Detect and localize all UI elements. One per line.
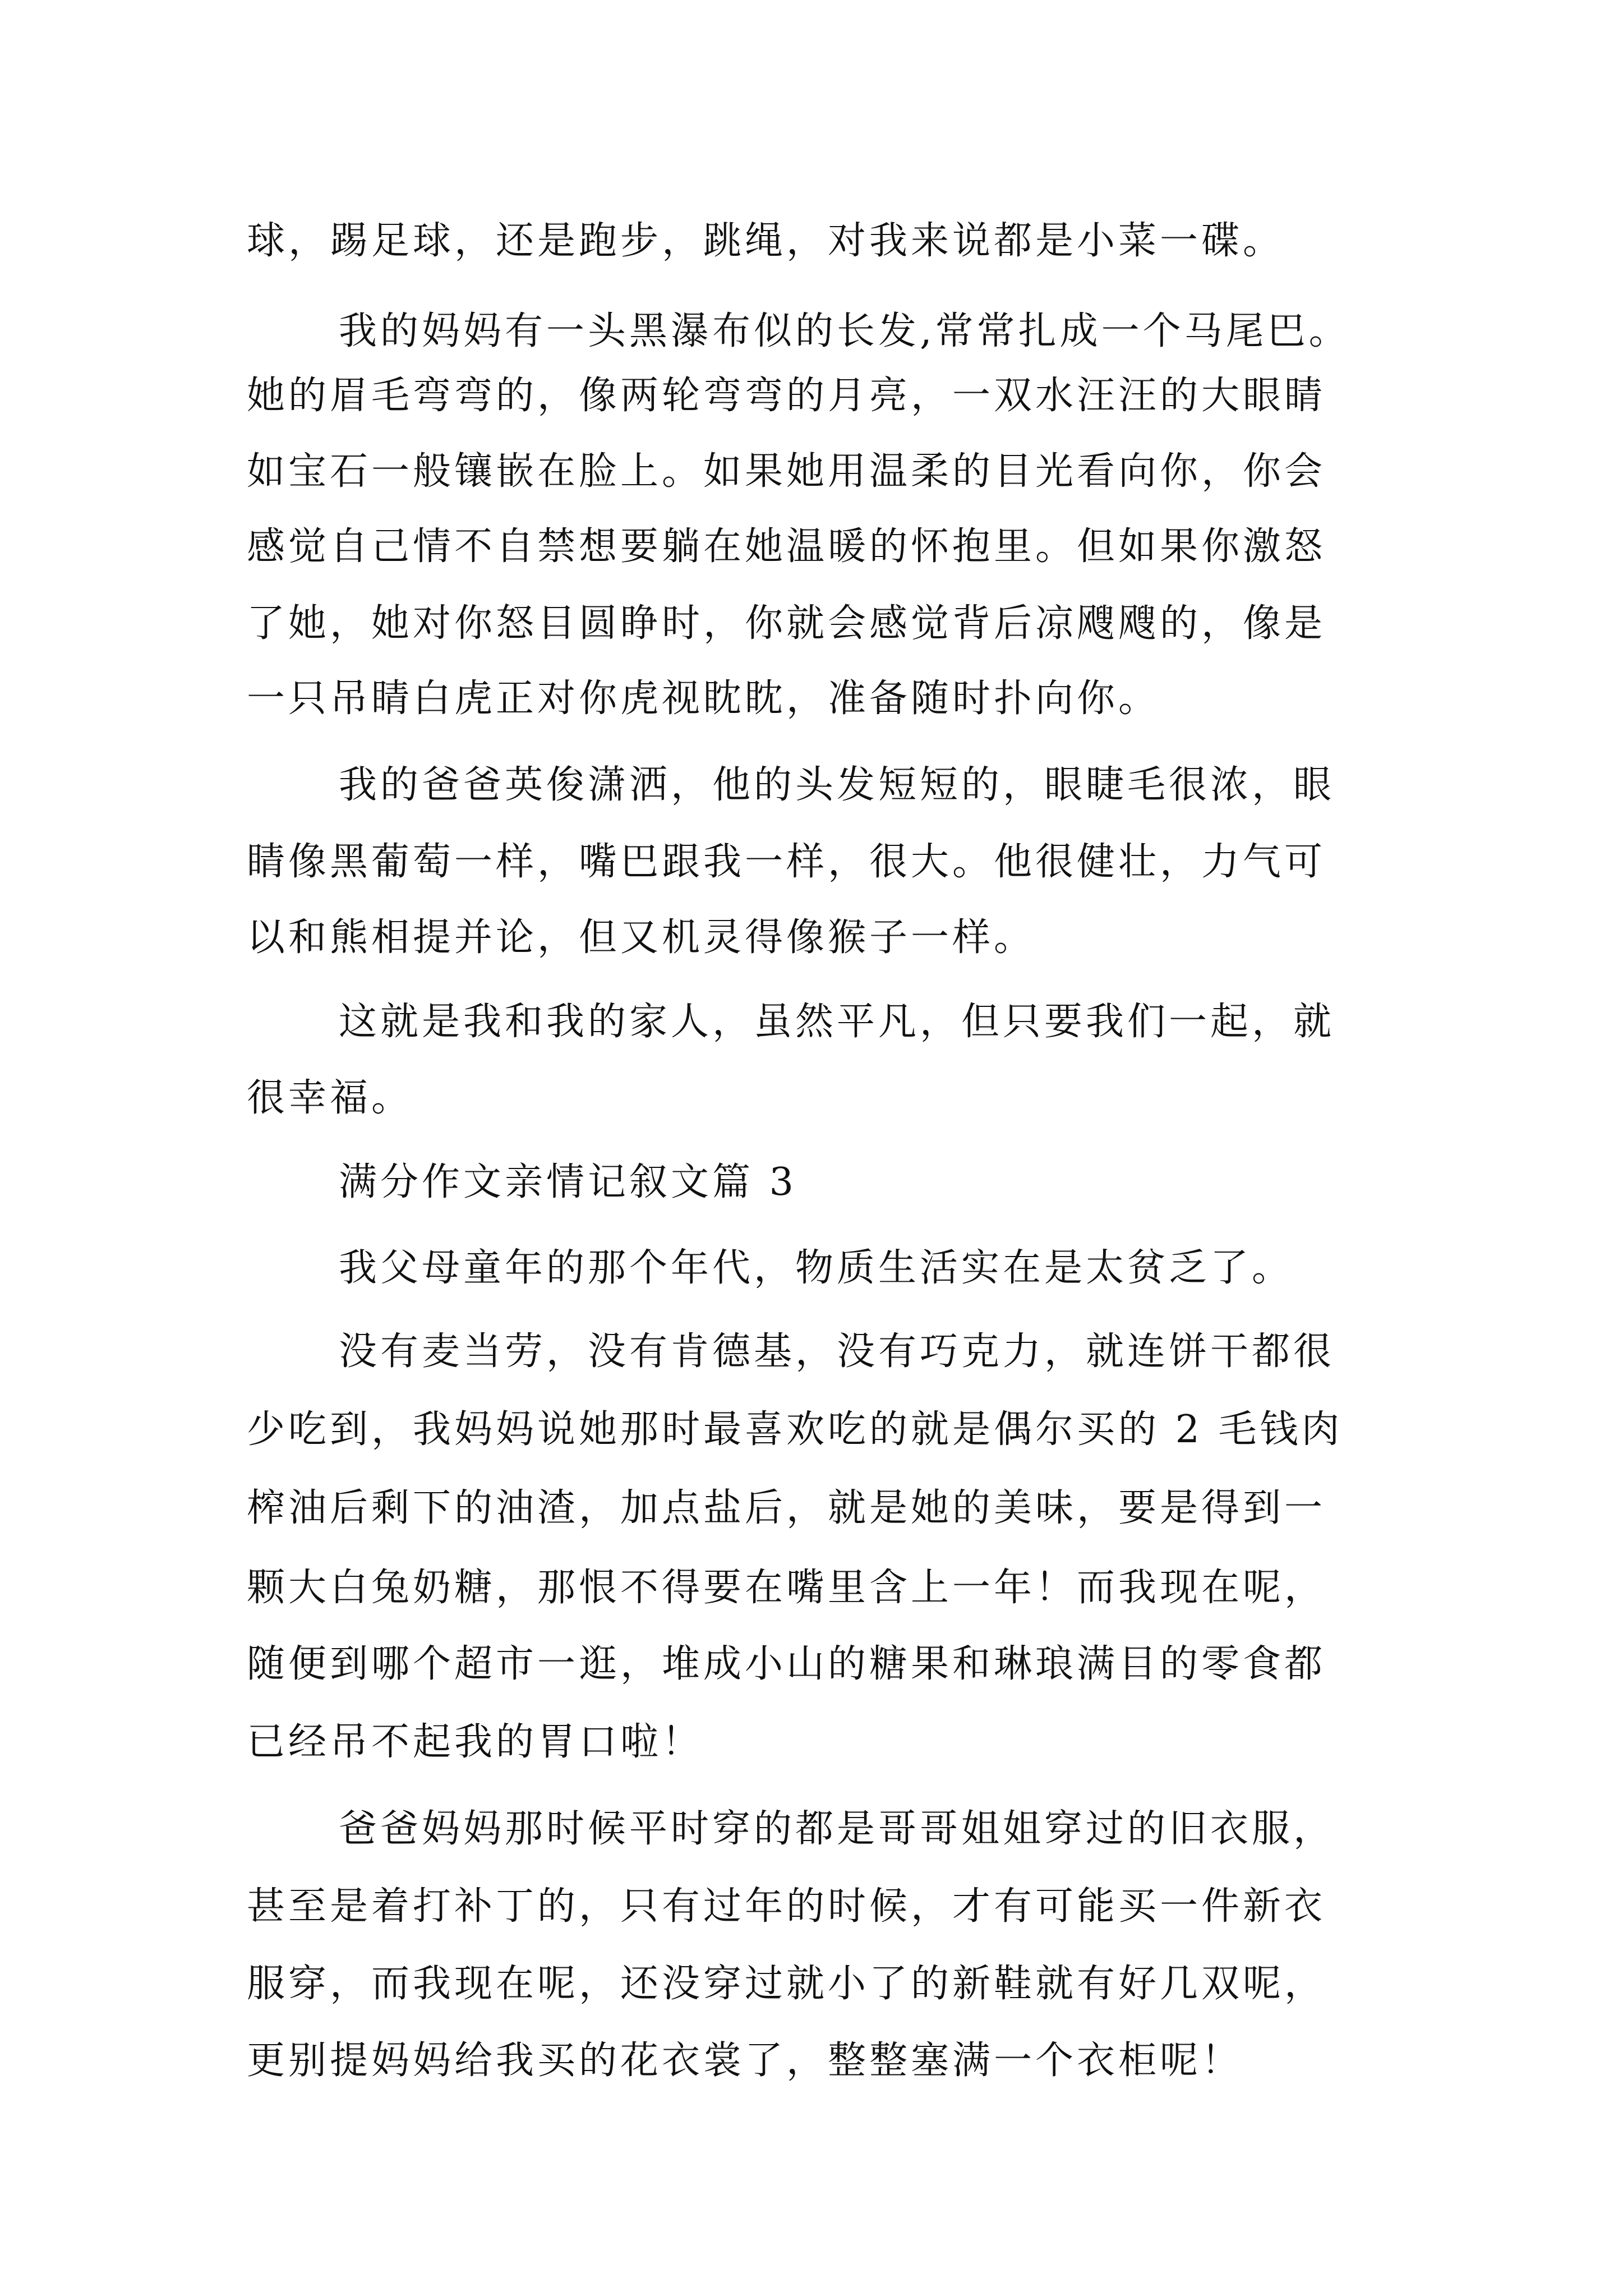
text-line-8: 我的爸爸英俊潇洒，他的头发短短的，眼睫毛很浓，眼	[339, 763, 1335, 807]
text-line-5: 感觉自己情不自禁想要躺在她温暖的怀抱里。但如果你激怒	[247, 524, 1326, 569]
text-line-7: 一只吊睛白虎正对你虎视眈眈，准备随时扑向你。	[247, 677, 1160, 721]
text-line-4: 如宝石一般镶嵌在脸上。如果她用温柔的目光看向你，你会	[247, 449, 1326, 494]
text-line-19: 随便到哪个超市一逛，堆成小山的糖果和琳琅满目的零食都	[247, 1642, 1326, 1686]
text-line-23: 服穿，而我现在呢，还没穿过就小了的新鞋就有好几双呢，	[247, 1962, 1326, 2006]
text-line-18: 颗大白兔奶糖，那恨不得要在嘴里含上一年！而我现在呢，	[247, 1566, 1326, 1610]
text-line-9: 睛像黑葡萄一样，嘴巴跟我一样，很大。他很健壮，力气可	[247, 840, 1326, 884]
text-line-6: 了她，她对你怒目圆睁时，你就会感觉背后凉飕飕的，像是	[247, 601, 1326, 646]
text-line-20: 已经吊不起我的胃口啦！	[247, 1720, 704, 1764]
text-line-3: 她的眉毛弯弯的，像两轮弯弯的月亮，一双水汪汪的大眼睛	[247, 374, 1326, 418]
text-line-12: 很幸福。	[247, 1076, 413, 1120]
text-line-1: 球，踢足球，还是跑步，跳绳，对我来说都是小菜一碟。	[247, 219, 1285, 263]
text-line-2: 我的妈妈有一头黑瀑布似的长发,常常扎成一个马尾巴。	[339, 309, 1350, 353]
text-line-11: 这就是我和我的家人，虽然平凡，但只要我们一起，就	[339, 1000, 1335, 1044]
text-line-16: 少吃到，我妈妈说她那时最喜欢吃的就是偶尔买的 2 毛钱肉	[247, 1407, 1343, 1452]
section-heading: 满分作文亲情记叙文篇 3	[339, 1160, 797, 1204]
text-line-17: 榨油后剩下的油渣，加点盐后，就是她的美味，要是得到一	[247, 1486, 1326, 1530]
text-line-15: 没有麦当劳，没有肯德基，没有巧克力，就连饼干都很	[339, 1329, 1335, 1374]
text-line-22: 甚至是着打补丁的，只有过年的时候，才有可能买一件新衣	[247, 1884, 1326, 1929]
text-line-14: 我父母童年的那个年代，物质生活实在是太贫乏了。	[339, 1246, 1294, 1290]
text-line-24: 更别提妈妈给我买的花衣裳了，整整塞满一个衣柜呢！	[247, 2039, 1243, 2083]
text-line-10: 以和熊相提并论，但又机灵得像猴子一样。	[247, 915, 1036, 960]
text-line-21: 爸爸妈妈那时候平时穿的都是哥哥姐姐穿过的旧衣服，	[339, 1807, 1335, 1851]
